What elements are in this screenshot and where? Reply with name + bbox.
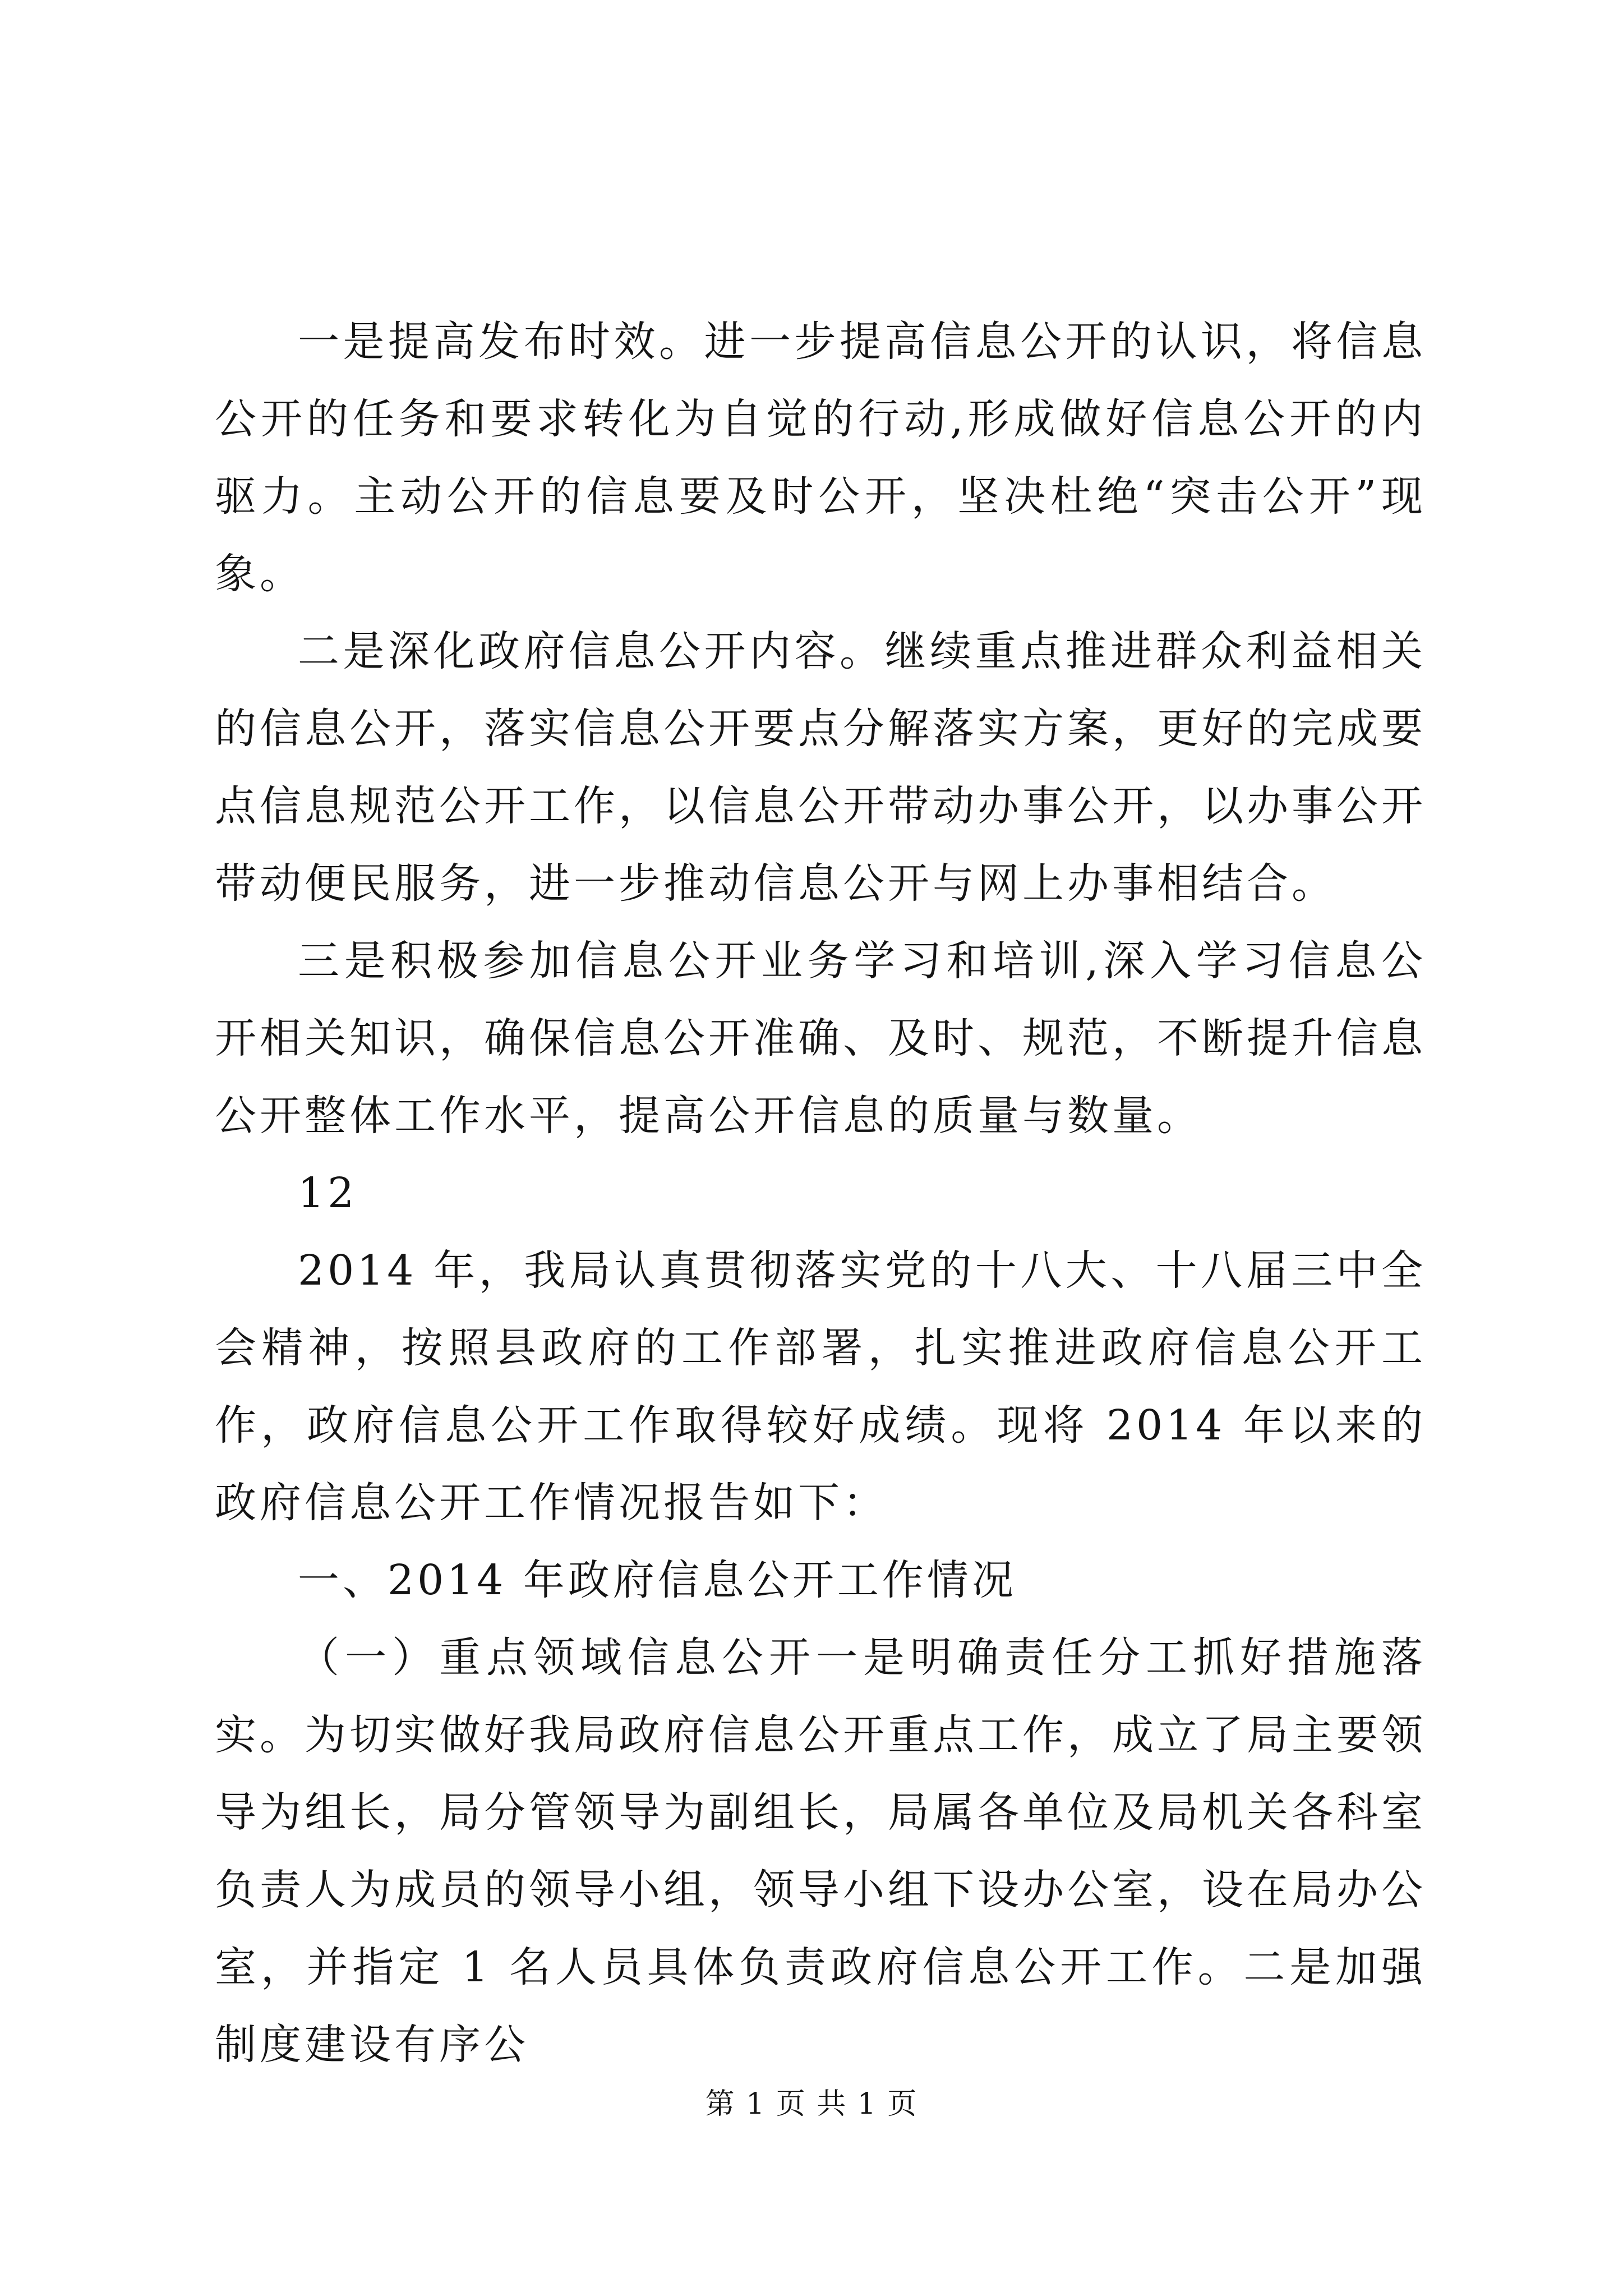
paragraph-2: 二是深化政府信息公开内容。继续重点推进群众利益相关的信息公开，落实信息公开要点分解落实方案，更好的完成要点信息规范公开工作，以信息公开带动办事公开，以办事公开带动便民服务，进一步推动信息公开与网上办事相结合。: [215, 627, 1426, 908]
paragraph-3: 三是积极参加信息公开业务学习和培训,深入学习信息公开相关知识，确保信息公开准确、及时、规范，不断提升信息公开整体工作水平，提高公开信息的质量与数量。: [215, 937, 1426, 1140]
section-heading: 一、2014 年政府信息公开工作情况: [298, 1556, 1017, 1604]
paragraph-1: 一是提高发布时效。进一步提高信息公开的认识，将信息公开的任务和要求转化为自觉的行动,形成做好信息公开的内驱力。主动公开的信息要及时公开，坚决杜绝“突击公开”现象。: [215, 318, 1426, 598]
document-body: [215, 303, 1426, 2083]
paragraph-4: 12: [298, 1169, 358, 1217]
paragraph-7: （一）重点领域信息公开一是明确责任分工抓好措施落实。为切实做好我局政府信息公开重点工作，成立了局主要领导为组长，局分管领导为副组长，局属各单位及局机关各科室负责人为成员的领导小组，领导小组下设办公室，设在局办公室，并指定 1 名人员具体负责政府信息公开工作。二是加强制度建设有序公: [215, 1634, 1426, 2069]
paragraph-5: 2014 年，我局认真贯彻落实党的十八大、十八届三中全会精神，按照县政府的工作部署，扎实推进政府信息公开工作，政府信息公开工作取得较好成绩。现将 2014 年以来的政府信息公开工作情况报告如下：: [215, 1246, 1426, 1527]
page-footer: 第 1 页 共 1 页: [705, 2087, 918, 2121]
